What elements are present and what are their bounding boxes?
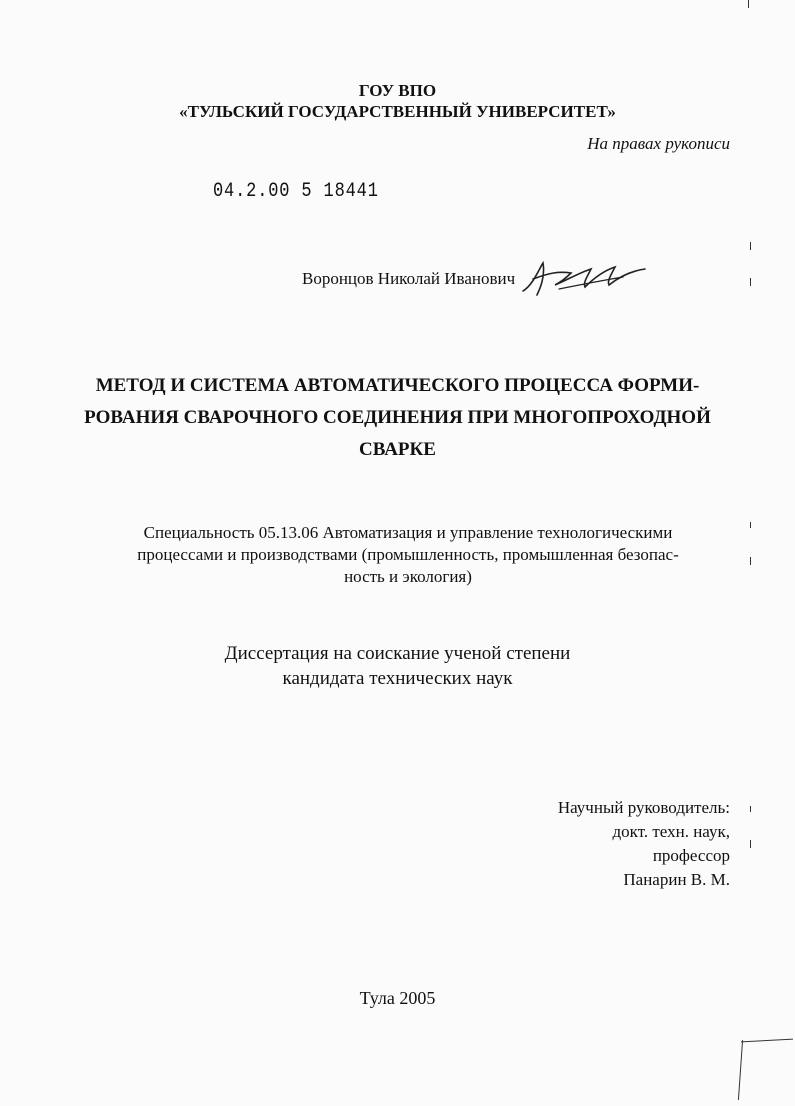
scan-mark (750, 806, 751, 812)
signature-icon (519, 255, 649, 303)
scan-mark (748, 0, 749, 8)
scan-mark (738, 1040, 743, 1100)
supervisor-label: Научный руководитель: (557, 798, 730, 817)
author-row (302, 255, 649, 303)
specialty-line-2: процессами и производствами (промышленность, промышленная безопас- (137, 545, 679, 564)
registration-code: 04.2.00 5 18441 (213, 180, 379, 203)
scan-mark (741, 1039, 793, 1043)
specialty-line-1: Специальность 05.13.06 Автоматизация и управление технологическими (143, 523, 673, 542)
dissertation-title (0, 370, 795, 466)
city-year: Тула 2005 (359, 988, 436, 1008)
author-name: Воронцов Николай Иванович (302, 269, 516, 288)
scan-mark (750, 278, 751, 286)
scan-mark (750, 557, 751, 565)
scan-mark (750, 242, 751, 250)
supervisor-name: Панарин В. М. (623, 870, 730, 889)
degree-line-2: кандидата технических наук (282, 668, 513, 689)
scan-mark (750, 840, 751, 848)
degree-line-1: Диссертация на соискание ученой степени (224, 643, 571, 664)
scan-mark (750, 522, 751, 528)
specialty-block (128, 522, 688, 588)
supervisor-block (558, 796, 730, 892)
organization-block (0, 80, 795, 122)
title-line-3: СВАРКЕ (359, 439, 436, 460)
rights-note: На правах рукописи (587, 134, 730, 153)
title-line-1: МЕТОД И СИСТЕМА АВТОМАТИЧЕСКОГО ПРОЦЕССА ФОРМИ- (95, 375, 700, 396)
title-line-2: РОВАНИЯ СВАРОЧНОГО СОЕДИНЕНИЯ ПРИ МНОГОПРОХОДНОЙ (84, 407, 711, 428)
supervisor-rank: профессор (652, 846, 730, 865)
dissertation-degree-block (0, 641, 795, 691)
specialty-line-3: ность и экология) (344, 567, 472, 586)
supervisor-degree: докт. техн. наук, (612, 822, 730, 841)
organization-line-2: «ТУЛЬСКИЙ ГОСУДАРСТВЕННЫЙ УНИВЕРСИТЕТ» (179, 102, 616, 121)
organization-line-1: ГОУ ВПО (358, 81, 437, 100)
